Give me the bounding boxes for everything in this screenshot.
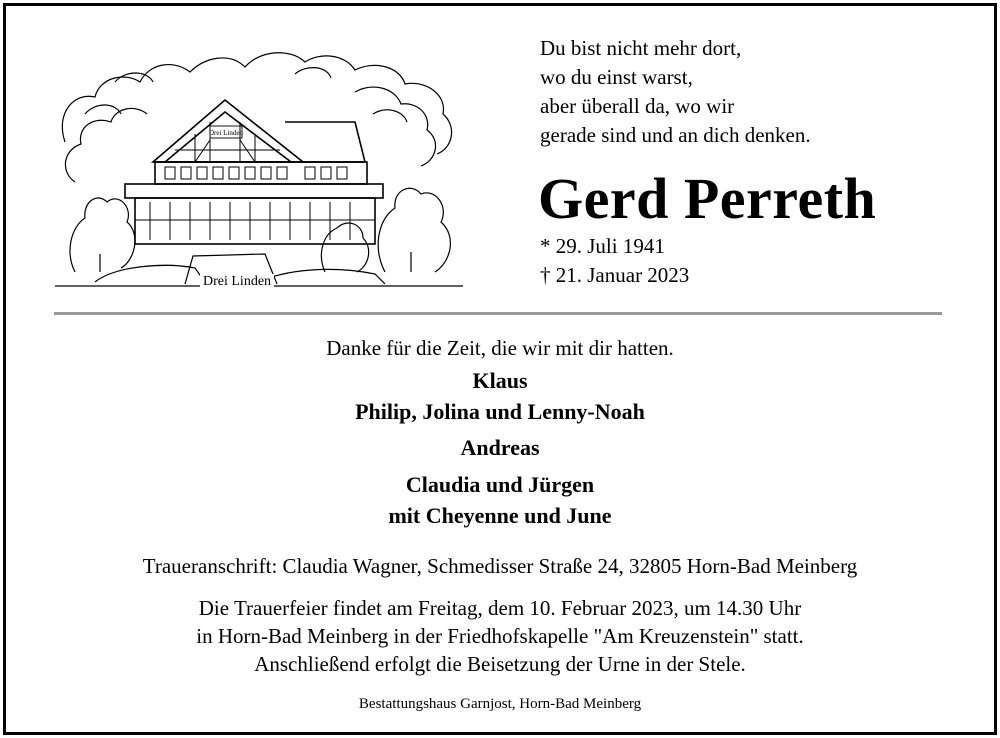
family-member: Andreas bbox=[460, 435, 540, 460]
funeral-service-info bbox=[0, 594, 1000, 678]
death-date: † 21. Januar 2023 bbox=[540, 263, 690, 287]
illustration-caption: Drei Linden bbox=[200, 274, 274, 290]
family-member: Philip, Jolina und Lenny-Noah bbox=[355, 399, 645, 424]
drei-linden-illustration bbox=[55, 22, 463, 288]
service-line: Anschließend erfolgt die Beisetzung der Urne in der Stele. bbox=[254, 652, 746, 676]
poem-line: Du bist nicht mehr dort, bbox=[540, 36, 742, 60]
life-dates bbox=[540, 232, 689, 290]
poem-line: aber überall da, wo wir bbox=[540, 94, 735, 118]
service-line: in Horn-Bad Meinberg in der Friedhofskapelle "Am Kreuzenstein" statt. bbox=[196, 624, 804, 648]
memorial-poem bbox=[540, 34, 811, 150]
funeral-home: Bestattungshaus Garnjost, Horn-Bad Meinberg bbox=[358, 696, 642, 712]
poem-line: wo du einst warst, bbox=[540, 65, 693, 89]
deceased-name: Gerd Perreth bbox=[538, 166, 877, 231]
poem-line: gerade sind und an dich denken. bbox=[540, 123, 811, 147]
thanks-line: Danke für die Zeit, die wir mit dir hatten. bbox=[326, 336, 674, 360]
family-member: Claudia und Jürgen bbox=[405, 472, 595, 497]
divider-rule bbox=[54, 312, 942, 315]
family-member: Klaus bbox=[472, 368, 528, 393]
birth-date: * 29. Juli 1941 bbox=[540, 234, 665, 258]
building-sign-text: Drei Linden bbox=[208, 129, 244, 137]
service-line: Die Trauerfeier findet am Freitag, dem 10. Februar 2023, um 14.30 Uhr bbox=[198, 596, 802, 620]
mourning-address: Traueranschrift: Claudia Wagner, Schmedisser Straße 24, 32805 Horn-Bad Meinberg bbox=[142, 554, 858, 578]
family-member: mit Cheyenne und June bbox=[388, 503, 612, 528]
